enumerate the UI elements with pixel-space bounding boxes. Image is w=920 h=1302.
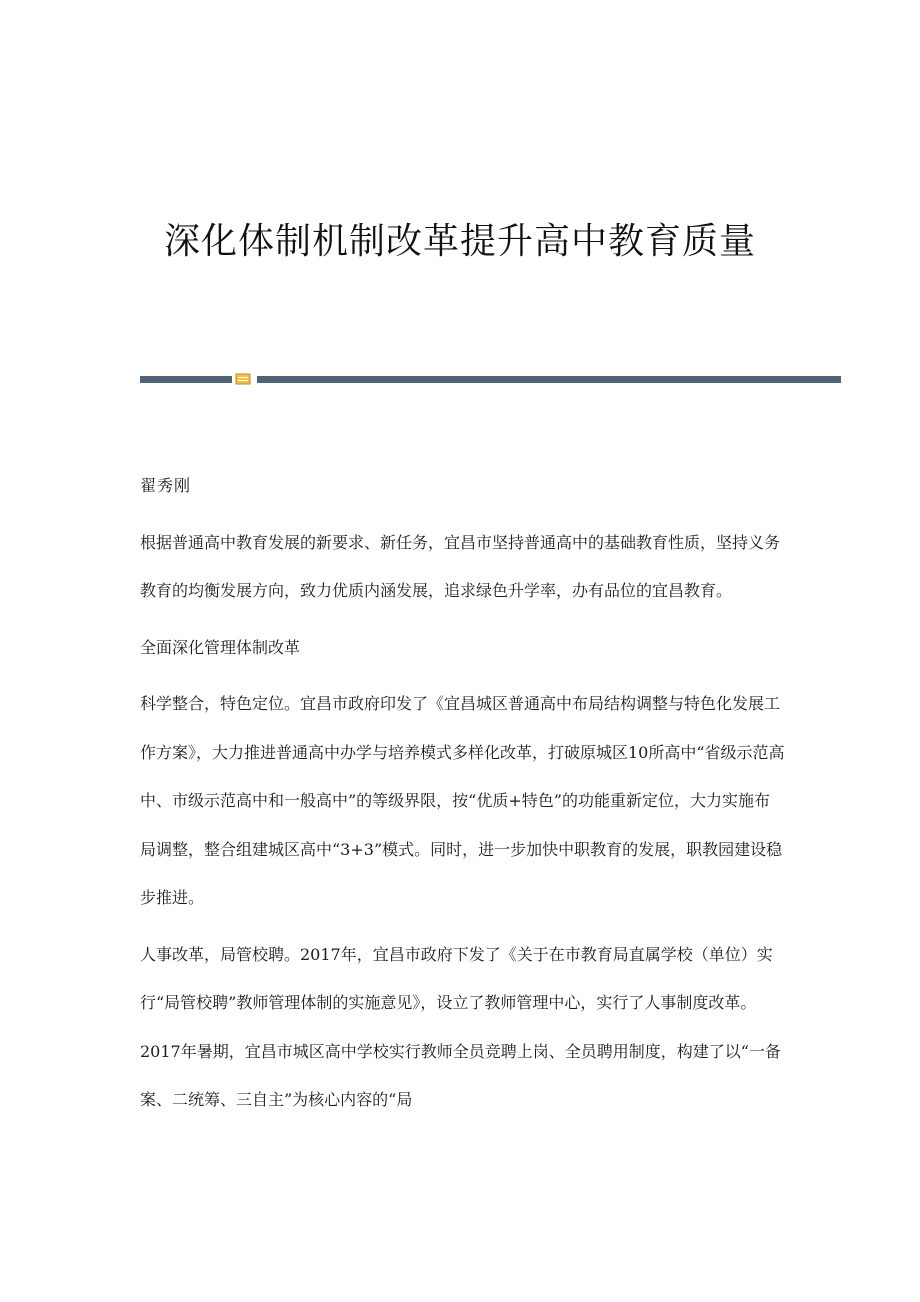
divider-bar-right [257, 376, 841, 383]
document-title: 深化体制机制改革提升高中教育质量 [163, 221, 756, 262]
paragraph-personnel-reform: 人事改革，局管校聘。2017年，宜昌市政府下发了《关于在市教育局直属学校（单位）实行“局管校聘”教师管理体制的实施意见》，设立了教师管理中心，实行了人事制度改革。2017年暑期，宜昌市城区高中学校实行教师全员竞聘上岗、全员聘用制度，构建了以“一备案、二统筹、三自主”为核心内容的“局 [140, 944, 781, 1109]
title-divider [0, 373, 920, 387]
author-name: 翟秀刚 [140, 476, 192, 495]
section-heading: 全面深化管理体制改革 [140, 637, 301, 657]
document-body [140, 462, 785, 1125]
divider-bar-left [140, 376, 232, 383]
paragraph-intro: 根据普通高中教育发展的新要求、新任务，宜昌市坚持普通高中的基础教育性质，坚持义务教育的均衡发展方向，致力优质内涵发展，追求绿色升学率，办有品位的宜昌教育。 [140, 532, 781, 600]
divider-marker-icon [235, 373, 251, 385]
paragraph-integration: 科学整合，特色定位。宜昌市政府印发了《宜昌城区普通高中布局结构调整与特色化发展工作方案》，大力推进普通高中办学与培养模式多样化改革，打破原城区10所高中“省级示范高中、市级示范高中和一般高中”的等级界限，按“优质+特色”的功能重新定位，大力实施布局调整，整合组建城区高中“3+3”模式。同时，进一步加快中职教育的发展，职教园建设稳步推进。 [140, 694, 785, 907]
